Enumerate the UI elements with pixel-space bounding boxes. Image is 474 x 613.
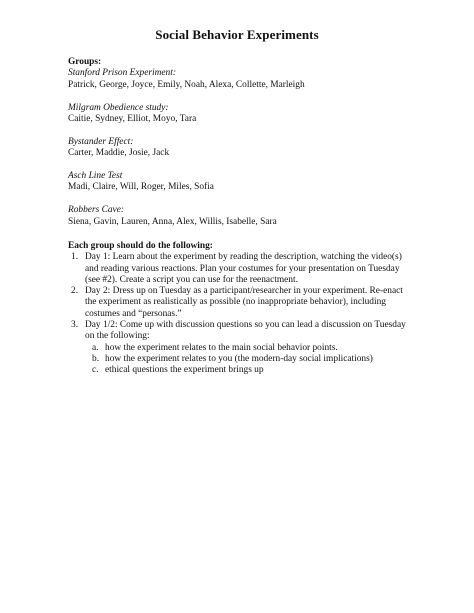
subtask-letter: a.: [92, 342, 99, 353]
subtask-text: how the experiment relates to the main social behavior points.: [105, 342, 338, 353]
subtask-letter: b.: [92, 353, 100, 364]
group-block: [68, 68, 438, 91]
task-item: [68, 320, 408, 343]
task-item: [68, 286, 408, 320]
group-block: [68, 137, 438, 160]
subtask-item: [68, 365, 408, 376]
group-block: [68, 205, 438, 228]
group-block: [68, 171, 438, 194]
group-name: Bystander Effect:: [68, 136, 134, 147]
document-title: Social Behavior Experiments: [155, 27, 319, 42]
group-name: Stanford Prison Experiment:: [68, 68, 176, 79]
subtask-item: [68, 354, 408, 365]
group-members: Madi, Claire, Will, Roger, Miles, Sofia: [68, 182, 214, 193]
group-members: Carter, Maddie, Josie, Jack: [68, 148, 170, 159]
task-number: 3.: [71, 320, 79, 331]
group-name: Robbers Cave:: [68, 205, 124, 216]
groups-section: [68, 57, 438, 240]
subtask-text: ethical questions the experiment brings up: [105, 365, 264, 376]
group-block: [68, 103, 438, 126]
group-name: Asch Line Test: [68, 171, 123, 182]
task-text: Day 1/2: Come up with discussion questions so you can lead a discussion on Tuesday on the following:: [85, 320, 406, 342]
tasks-section: [68, 241, 408, 377]
subtask-text: how the experiment relates to you (the modern-day social implications): [105, 353, 373, 364]
task-item: [68, 252, 408, 286]
task-number: 1.: [71, 252, 79, 263]
tasks-heading: Each group should do the following:: [68, 241, 213, 251]
group-members: Siena, Gavin, Lauren, Anna, Alex, Willis, Isabelle, Sara: [68, 216, 277, 227]
task-number: 2.: [71, 286, 79, 297]
task-text: Day 1: Learn about the experiment by reading the description, watching the video(s) and reading various reactions. Plan your costumes for your presentation on Tuesday (see #2). Create a script you can use for the reenactment.: [85, 252, 402, 285]
subtask-item: [68, 343, 408, 354]
group-members: Patrick, George, Joyce, Emily, Noah, Alexa, Collette, Marleigh: [68, 79, 305, 90]
groups-heading: Groups:: [68, 57, 102, 67]
group-name: Milgram Obedience study:: [68, 102, 169, 113]
group-members: Caitie, Sydney, Elliot, Moyo, Tara: [68, 113, 197, 124]
task-text: Day 2: Dress up on Tuesday as a participant/researcher in your experiment. Re-enact the experiment as realistically as possible (no inappropriate behavior), including costumes and “personas.”: [85, 286, 403, 319]
subtask-letter: c.: [92, 365, 99, 376]
